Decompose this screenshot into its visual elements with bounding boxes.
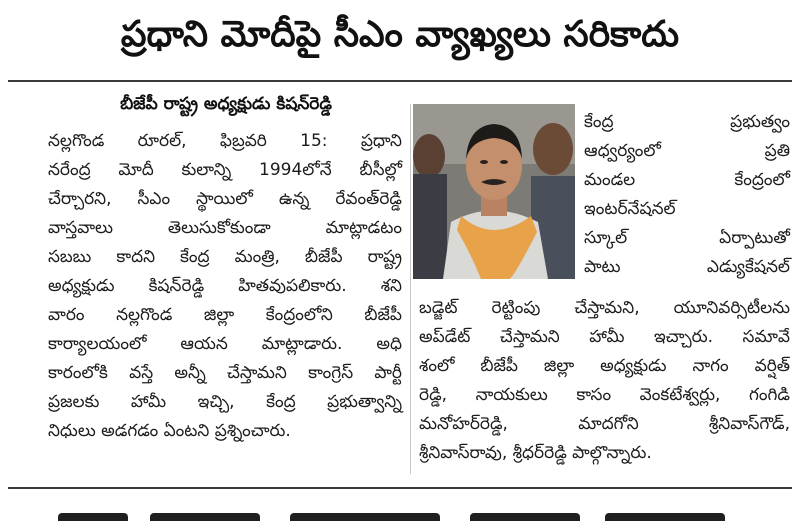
bottom-rule: [8, 487, 792, 489]
body-line: నరేంద్ర మోదీ కులాన్ని 1994లోనే బీసీల్లో: [48, 160, 402, 180]
body-line: కేంద్ర ప్రభుత్వం: [584, 112, 790, 132]
column-separator: [410, 104, 411, 474]
left-column: [48, 127, 402, 446]
body-line: అప్‌డేట్ చేస్తామని హామీ ఇచ్చారు. సమావే: [419, 327, 790, 347]
news-photo: [413, 104, 575, 279]
body-line: ఇంటర్‌నేషనల్: [584, 199, 676, 219]
headline-rule: [8, 80, 792, 82]
body-line: కారంలోకి వస్తే అన్నీ చేస్తామని కాంగ్రెస్ పార్టీ: [48, 363, 402, 383]
body-line: కార్యాలయంలో ఆయన మాట్లాడారు. అధి: [48, 334, 402, 354]
body-line: వారం నల్లగొండ జిల్లా కేంద్రంలోని బీజేపీ: [48, 305, 402, 325]
body-line: మండల కేంద్రంలో: [584, 170, 790, 190]
article-headline: ప్రధాని మోదీపై సీఎం వ్యాఖ్యలు సరికాదు: [120, 14, 680, 55]
body-line: స్కూల్ ఏర్పాటుతో: [584, 228, 790, 248]
body-line: నల్లగొండ రూరల్, ఫిబ్రవరి 15: ప్రధాని: [48, 131, 402, 151]
right-column-bottom: [419, 294, 790, 468]
body-line: వాస్తవాలు తెలుసుకోకుండా మాట్లాడటం: [48, 218, 402, 238]
body-line: సబబు కాదని కేంద్ర మంత్రి, బీజేపీ రాష్ట్ర: [48, 247, 402, 267]
article-subhead: బీజేపీ రాష్ట్ర అధ్యక్షుడు కిషన్‌రెడ్డి: [120, 94, 332, 114]
body-line: పాటు ఎడ్యుకేషనల్: [584, 257, 790, 277]
body-line: మనోహర్‌రెడ్డి, మాదగోని శ్రీనివాస్‌గౌడ్,: [419, 414, 790, 434]
right-column-top: [584, 108, 790, 282]
body-line: శంలో బీజేపీ జిల్లా అధ్యక్షుడు నాగం వర్షిత్: [419, 356, 790, 376]
body-line: శ్రీనివాస్‌రావు, శ్రీధర్‌రెడ్డి పాల్గొన్నారు.: [419, 443, 652, 463]
body-line: నిధులు అడగడం ఏంటని ప్రశ్నించారు.: [48, 421, 291, 441]
next-article-headline-cropped: [0, 500, 800, 521]
body-line: చేర్చారని, సీఎం స్థాయిలో ఉన్న రేవంత్‌రెడ్డి: [48, 189, 402, 209]
body-line: ఆధ్వర్యంలో ప్రతి: [584, 141, 790, 161]
body-line: రెడ్డి, నాయకులు కాసం వెంకటేశ్వర్లు, గంగిడి: [419, 385, 790, 405]
body-line: బడ్జెట్ రెట్టింపు చేస్తామని, యూనివర్సిటీలను: [419, 298, 790, 318]
body-line: ప్రజలకు హామీ ఇచ్చి, కేంద్ర ప్రభుత్వాన్ని: [48, 392, 402, 412]
photo-illustration: [413, 104, 575, 279]
body-line: అధ్యక్షుడు కిషన్‌రెడ్డి హితవుపలికారు. శని: [48, 276, 402, 296]
